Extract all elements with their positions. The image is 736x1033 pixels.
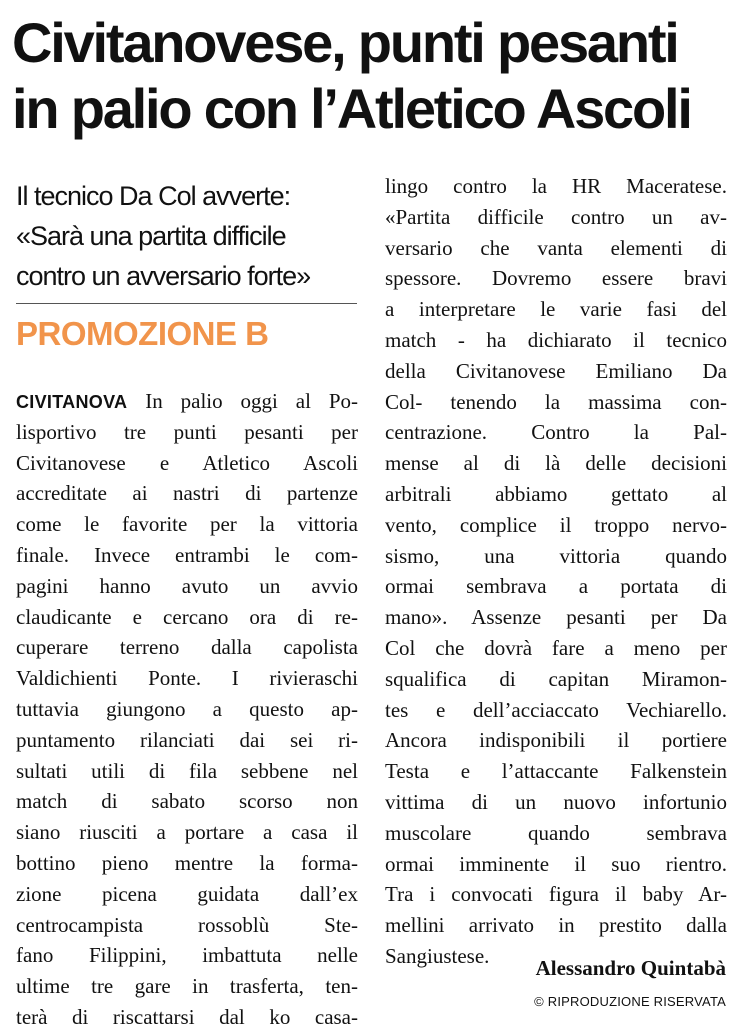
headline-line: Civitanovese, punti pesanti — [12, 11, 678, 74]
text-line: ormai sembrava a portata di — [385, 574, 727, 599]
text-line: fano Filippini, imbattuta nelle — [16, 943, 358, 968]
text-line: puntamento rilanciati dai sei ri- — [16, 727, 358, 752]
text-line: finale. Invece entrambi le com- — [16, 542, 358, 567]
text-line: bottino pieno mentre la forma- — [16, 850, 358, 875]
text-line: arbitrali abbiamo gettato al — [385, 481, 727, 506]
text-line: «Partita difficile contro un av- — [385, 204, 727, 229]
text-line: vittima di un nuovo infortunio — [385, 789, 727, 814]
text-line: terà di riscattarsi dal ko casa- — [16, 1004, 358, 1029]
text-line: ultime tre gare in trasferta, ten- — [16, 974, 358, 999]
text-line: centrazione. Contro la Pal- — [385, 420, 727, 445]
text-line: siano riusciti a portare a casa il — [16, 820, 358, 845]
section-label: PROMOZIONE B — [16, 315, 269, 352]
subheadline — [16, 176, 361, 296]
text-line: lisportivo tre punti pesanti per — [16, 419, 358, 444]
text-line: della Civitanovese Emiliano Da — [385, 358, 727, 383]
text-line: sismo, una vittoria quando — [385, 543, 727, 568]
text-line: tuttavia giungono a questo ap- — [16, 696, 358, 721]
text-line: CIVITANOVA In palio oggi al Po- — [16, 389, 358, 413]
subhead-line: Il tecnico Da Col avverte: — [16, 181, 291, 211]
headline — [12, 10, 732, 142]
text-line: mellini arrivato in prestito dalla — [385, 913, 727, 938]
article-column-2 — [385, 171, 727, 972]
text-line: Civitanovese e Atletico Ascoli — [16, 450, 358, 475]
section-divider — [16, 303, 357, 304]
text-line: cuperare terreno dalla capolista — [16, 635, 358, 660]
text-line: centrocampista rossoblù Ste- — [16, 912, 358, 937]
dateline: CIVITANOVA — [16, 392, 128, 412]
subhead-line: «Sarà una partita difficile — [16, 221, 286, 251]
text-line: accreditate ai nastri di partenze — [16, 481, 358, 506]
text-line: Ancora indisponibili il portiere — [385, 728, 727, 753]
text-line: spessore. Dovremo essere bravi — [385, 266, 727, 291]
subhead-line: contro un avversario forte» — [16, 261, 311, 291]
text-line: pagini hanno avuto un avvio — [16, 573, 358, 598]
text-line: a interpretare le varie fasi del — [385, 297, 727, 322]
text-line: tes e dell’acciaccato Vechiarello. — [385, 697, 727, 722]
text-line: sultati utili di fila sebbene nel — [16, 758, 358, 783]
text-line: Col- tenendo la massima con- — [385, 389, 727, 414]
text-line: mense al di là delle decisioni — [385, 451, 727, 476]
text-line: zione picena guidata dall’ex — [16, 881, 358, 906]
text-line: Col che dovrà fare a meno per — [385, 635, 727, 660]
text-line: Testa e l’attaccante Falkenstein — [385, 759, 727, 784]
text-line: come le favorite per la vittoria — [16, 512, 358, 537]
article-column-1 — [16, 386, 358, 1033]
text-line: squalifica di capitan Miramon- — [385, 666, 727, 691]
headline-line: in palio con l’Atletico Ascoli — [12, 77, 691, 140]
text-line: match - ha dichiarato il tecnico — [385, 327, 727, 352]
text-line: match di sabato scorso non — [16, 789, 358, 814]
text-line: vento, complice il troppo nervo- — [385, 512, 727, 537]
text-line: Tra i convocati figura il baby Ar- — [385, 882, 727, 907]
text-line: mano». Assenze pesanti per Da — [385, 605, 727, 630]
copyright-notice: © RIPRODUZIONE RISERVATA — [534, 994, 726, 1009]
text-line: claudicante e cercano ora di re- — [16, 604, 358, 629]
text-line: versario che vanta elementi di — [385, 235, 727, 260]
text-line: ormai imminente il suo rientro. — [385, 851, 727, 876]
text-line: Valdichienti Ponte. I rivieraschi — [16, 666, 358, 691]
text-line: muscolare quando sembrava — [385, 820, 727, 845]
text-line: lingo contro la HR Maceratese. — [385, 174, 727, 198]
author-byline: Alessandro Quintabà — [535, 956, 726, 980]
text-line: Sangiustese. — [385, 943, 490, 968]
